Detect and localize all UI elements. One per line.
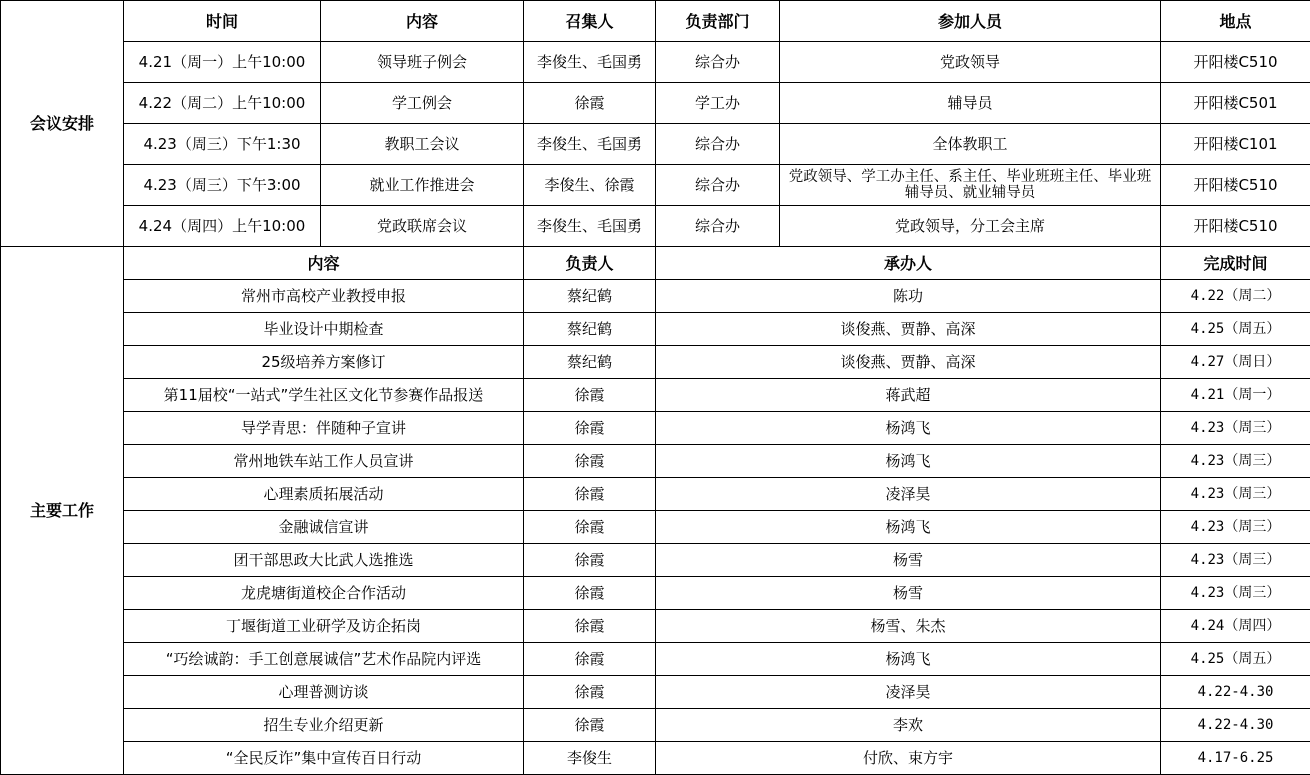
work-handler: 谈俊燕、贾静、高深 <box>656 346 1161 379</box>
work-row <box>1 643 1310 676</box>
work-handler: 凌泽昊 <box>656 478 1161 511</box>
meeting-time: 4.21（周一）上午10:00 <box>124 42 321 83</box>
meeting-content: 党政联席会议 <box>321 206 524 247</box>
meeting-content: 学工例会 <box>321 83 524 124</box>
work-deadline: 4.23（周三） <box>1161 445 1310 478</box>
work-owner: 李俊生 <box>524 742 656 775</box>
meeting-location: 开阳楼C501 <box>1161 83 1310 124</box>
meeting-content: 就业工作推进会 <box>321 165 524 206</box>
work-content: 毕业设计中期检查 <box>124 313 524 346</box>
work-row <box>1 709 1310 742</box>
header-content: 内容 <box>321 1 524 42</box>
meeting-convener: 徐霞 <box>524 83 656 124</box>
meeting-content: 领导班子例会 <box>321 42 524 83</box>
header-deadline: 完成时间 <box>1161 247 1310 280</box>
work-content: 招生专业介绍更新 <box>124 709 524 742</box>
work-owner: 徐霞 <box>524 379 656 412</box>
work-owner: 徐霞 <box>524 577 656 610</box>
work-handler: 杨鸿飞 <box>656 511 1161 544</box>
work-handler: 杨鸿飞 <box>656 412 1161 445</box>
work-owner: 徐霞 <box>524 544 656 577</box>
meeting-time: 4.24（周四）上午10:00 <box>124 206 321 247</box>
work-deadline: 4.17-6.25 <box>1161 742 1310 775</box>
work-header-row <box>1 247 1310 280</box>
work-deadline: 4.23（周三） <box>1161 412 1310 445</box>
work-owner: 蔡纪鹤 <box>524 313 656 346</box>
work-deadline: 4.25（周五） <box>1161 313 1310 346</box>
work-content: 常州市高校产业教授申报 <box>124 280 524 313</box>
meeting-attendees: 党政领导 <box>780 42 1161 83</box>
meeting-department: 综合办 <box>656 42 780 83</box>
work-deadline: 4.22-4.30 <box>1161 676 1310 709</box>
work-owner: 蔡纪鹤 <box>524 280 656 313</box>
work-handler: 陈功 <box>656 280 1161 313</box>
work-owner: 徐霞 <box>524 676 656 709</box>
work-content: 丁堰街道工业研学及访企拓岗 <box>124 610 524 643</box>
meeting-department: 综合办 <box>656 124 780 165</box>
work-owner: 徐霞 <box>524 445 656 478</box>
work-handler: 杨雪 <box>656 544 1161 577</box>
meetings-section-label: 会议安排 <box>1 1 124 247</box>
header-owner: 负责人 <box>524 247 656 280</box>
work-content: “全民反诈”集中宣传百日行动 <box>124 742 524 775</box>
work-deadline: 4.22（周二） <box>1161 280 1310 313</box>
work-owner: 徐霞 <box>524 643 656 676</box>
meeting-row <box>1 83 1310 124</box>
meeting-department: 综合办 <box>656 206 780 247</box>
work-row <box>1 742 1310 775</box>
work-row <box>1 379 1310 412</box>
meeting-time: 4.23（周三）下午1:30 <box>124 124 321 165</box>
work-handler: 凌泽昊 <box>656 676 1161 709</box>
work-row <box>1 577 1310 610</box>
header-work-content: 内容 <box>124 247 524 280</box>
work-owner: 徐霞 <box>524 610 656 643</box>
meeting-convener: 李俊生、毛国勇 <box>524 42 656 83</box>
header-attendees: 参加人员 <box>780 1 1161 42</box>
work-row <box>1 610 1310 643</box>
work-deadline: 4.25（周五） <box>1161 643 1310 676</box>
meeting-location: 开阳楼C510 <box>1161 42 1310 83</box>
work-content: 龙虎塘街道校企合作活动 <box>124 577 524 610</box>
meetings-header-row <box>1 1 1310 42</box>
work-row <box>1 412 1310 445</box>
work-row <box>1 280 1310 313</box>
work-row <box>1 346 1310 379</box>
header-handler: 承办人 <box>656 247 1161 280</box>
header-time: 时间 <box>124 1 321 42</box>
work-deadline: 4.23（周三） <box>1161 511 1310 544</box>
meeting-row <box>1 124 1310 165</box>
meeting-location: 开阳楼C101 <box>1161 124 1310 165</box>
header-department: 负责部门 <box>656 1 780 42</box>
work-deadline: 4.21（周一） <box>1161 379 1310 412</box>
work-content: 心理普测访谈 <box>124 676 524 709</box>
work-handler: 杨雪 <box>656 577 1161 610</box>
meeting-time: 4.23（周三）下午3:00 <box>124 165 321 206</box>
work-owner: 蔡纪鹤 <box>524 346 656 379</box>
work-owner: 徐霞 <box>524 412 656 445</box>
meeting-attendees: 党政领导、学工办主任、系主任、毕业班班主任、毕业班辅导员、就业辅导员 <box>780 165 1161 206</box>
work-content: 导学青思：伴随种子宣讲 <box>124 412 524 445</box>
header-convener: 召集人 <box>524 1 656 42</box>
work-deadline: 4.24（周四） <box>1161 610 1310 643</box>
meeting-row <box>1 206 1310 247</box>
work-deadline: 4.23（周三） <box>1161 478 1310 511</box>
work-content: 常州地铁车站工作人员宣讲 <box>124 445 524 478</box>
work-content: 第11届校“一站式”学生社区文化节参赛作品报送 <box>124 379 524 412</box>
work-section-label: 主要工作 <box>1 247 124 775</box>
work-handler: 杨鸿飞 <box>656 643 1161 676</box>
meeting-time: 4.22（周二）上午10:00 <box>124 83 321 124</box>
meeting-department: 综合办 <box>656 165 780 206</box>
work-row <box>1 445 1310 478</box>
work-content: 25级培养方案修订 <box>124 346 524 379</box>
work-row <box>1 676 1310 709</box>
work-owner: 徐霞 <box>524 478 656 511</box>
work-handler: 杨雪、朱杰 <box>656 610 1161 643</box>
work-owner: 徐霞 <box>524 709 656 742</box>
header-location: 地点 <box>1161 1 1310 42</box>
work-row <box>1 511 1310 544</box>
work-row <box>1 313 1310 346</box>
work-handler: 李欢 <box>656 709 1161 742</box>
work-owner: 徐霞 <box>524 511 656 544</box>
meeting-row <box>1 42 1310 83</box>
meeting-location: 开阳楼C510 <box>1161 206 1310 247</box>
work-content: 团干部思政大比武人选推选 <box>124 544 524 577</box>
meeting-department: 学工办 <box>656 83 780 124</box>
work-deadline: 4.23（周三） <box>1161 544 1310 577</box>
meeting-attendees: 辅导员 <box>780 83 1161 124</box>
meeting-location: 开阳楼C510 <box>1161 165 1310 206</box>
meeting-content: 教职工会议 <box>321 124 524 165</box>
meeting-attendees: 全体教职工 <box>780 124 1161 165</box>
work-handler: 蒋武超 <box>656 379 1161 412</box>
work-deadline: 4.23（周三） <box>1161 577 1310 610</box>
work-content: 金融诚信宣讲 <box>124 511 524 544</box>
work-row <box>1 478 1310 511</box>
work-content: “巧绘诚韵：手工创意展诚信”艺术作品院内评选 <box>124 643 524 676</box>
work-handler: 付欣、束方宇 <box>656 742 1161 775</box>
work-handler: 杨鸿飞 <box>656 445 1161 478</box>
work-deadline: 4.27（周日） <box>1161 346 1310 379</box>
work-deadline: 4.22-4.30 <box>1161 709 1310 742</box>
work-handler: 谈俊燕、贾静、高深 <box>656 313 1161 346</box>
meeting-convener: 李俊生、毛国勇 <box>524 206 656 247</box>
meeting-convener: 李俊生、徐霞 <box>524 165 656 206</box>
meeting-row <box>1 165 1310 206</box>
work-row <box>1 544 1310 577</box>
meeting-attendees: 党政领导，分工会主席 <box>780 206 1161 247</box>
meeting-convener: 李俊生、毛国勇 <box>524 124 656 165</box>
work-content: 心理素质拓展活动 <box>124 478 524 511</box>
